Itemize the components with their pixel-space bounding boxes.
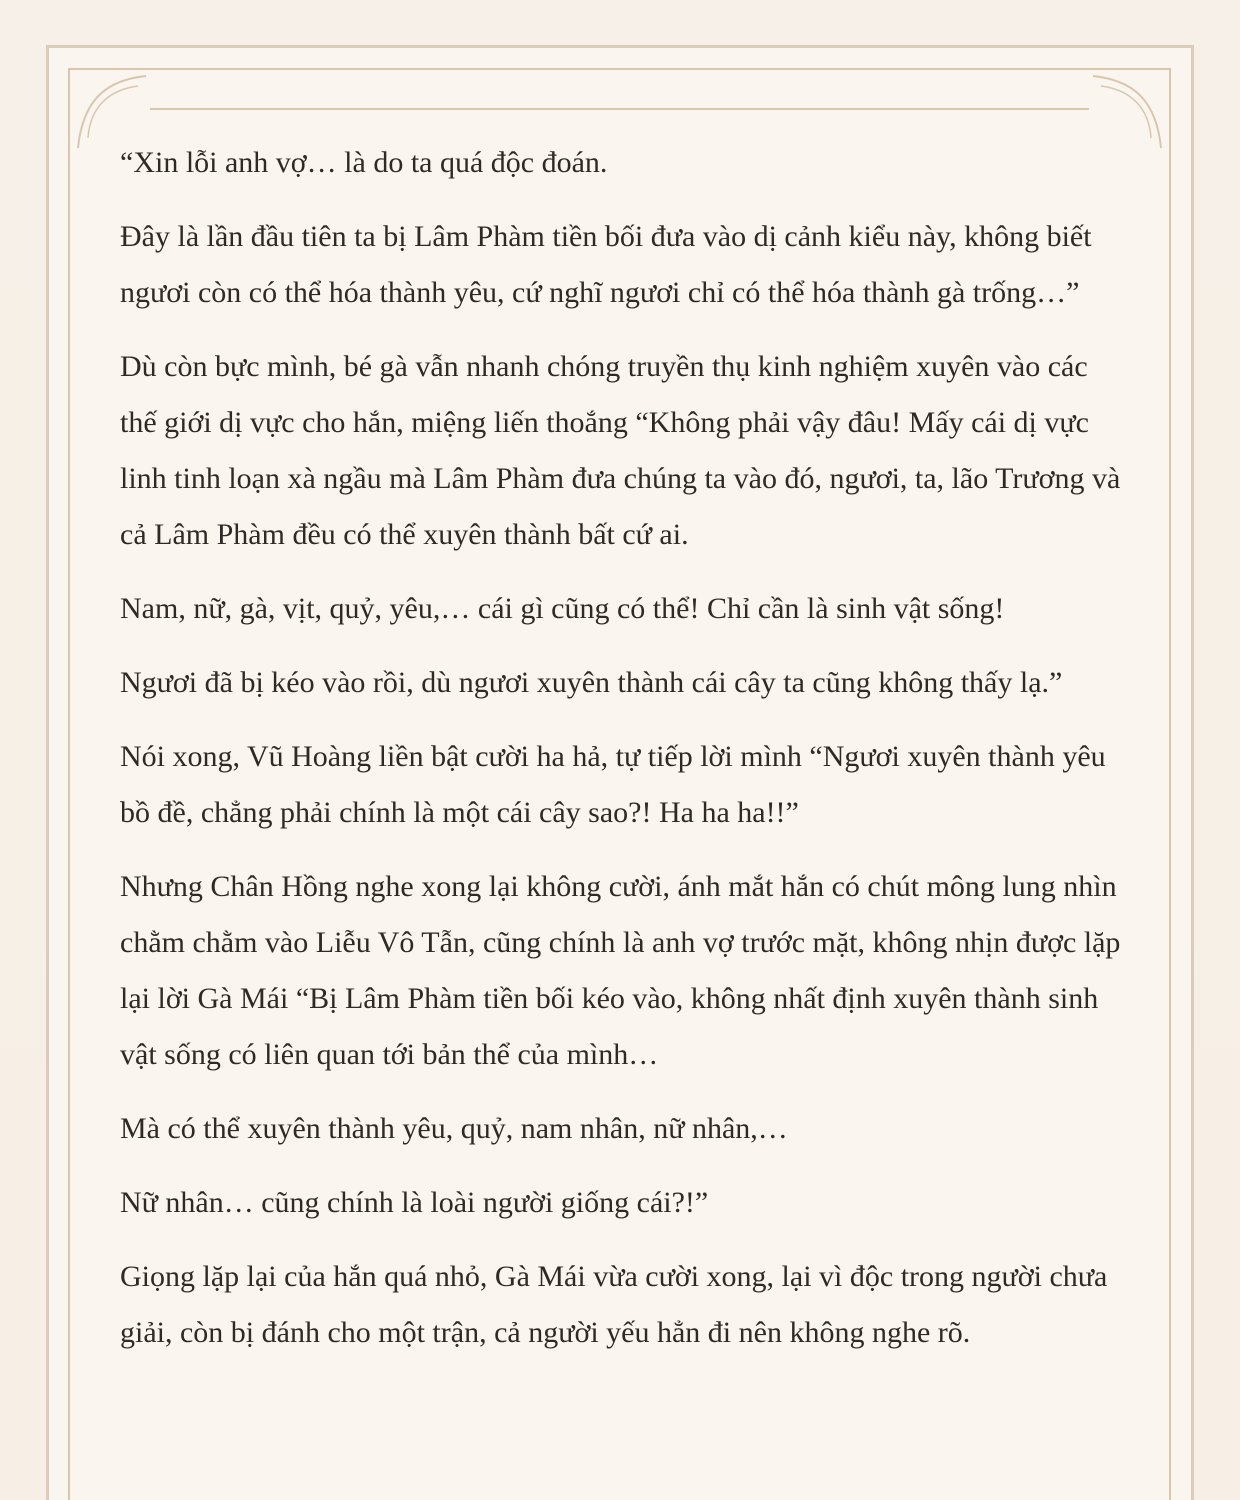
paragraph: Nữ nhân… cũng chính là loài người giống cái?!”: [120, 1186, 709, 1219]
paragraph: Nam, nữ, gà, vịt, quỷ, yêu,… cái gì cũng có thể! Chỉ cần là sinh vật sống!: [120, 592, 1005, 625]
paragraph: Dù còn bực mình, bé gà vẫn nhanh chóng truyền thụ kinh nghiệm xuyên vào các thế giới dị vực cho hắn, miệng liến thoắng “Không phải vậy đâu! Mấy cái dị vực linh tinh loạn xà ngầu mà Lâm Phàm đưa chúng ta vào đó, ngươi, ta, lão Trương và cả Lâm Phàm đều có thể xuyên thành bất cứ ai.: [120, 350, 1121, 551]
chapter-text: [120, 135, 1130, 1379]
paragraph: Ngươi đã bị kéo vào rồi, dù ngươi xuyên thành cái cây ta cũng không thấy lạ.”: [120, 666, 1063, 699]
paragraph: Nói xong, Vũ Hoàng liền bật cười ha hả, tự tiếp lời mình “Ngươi xuyên thành yêu bồ đề, chẳng phải chính là một cái cây sao?! Ha ha ha!!”: [120, 740, 1106, 829]
paragraph: “Xin lỗi anh vợ… là do ta quá độc đoán.: [120, 146, 608, 179]
paragraph: Đây là lần đầu tiên ta bị Lâm Phàm tiền bối đưa vào dị cảnh kiểu này, không biết ngươi còn có thể hóa thành yêu, cứ nghĩ ngươi chỉ có thể hóa thành gà trống…”: [120, 220, 1092, 309]
paragraph: Nhưng Chân Hồng nghe xong lại không cười, ánh mắt hắn có chút mông lung nhìn chằm chằm vào Liễu Vô Tẫn, cũng chính là anh vợ trước mặt, không nhịn được lặp lại lời Gà Mái “Bị Lâm Phàm tiền bối kéo vào, không nhất định xuyên thành sinh vật sống có liên quan tới bản thể của mình…: [120, 870, 1121, 1071]
paragraph: Giọng lặp lại của hắn quá nhỏ, Gà Mái vừa cười xong, lại vì độc trong người chưa giải, còn bị đánh cho một trận, cả người yếu hẳn đi nên không nghe rõ.: [120, 1260, 1108, 1349]
paragraph: Mà có thể xuyên thành yêu, quỷ, nam nhân, nữ nhân,…: [120, 1112, 788, 1145]
